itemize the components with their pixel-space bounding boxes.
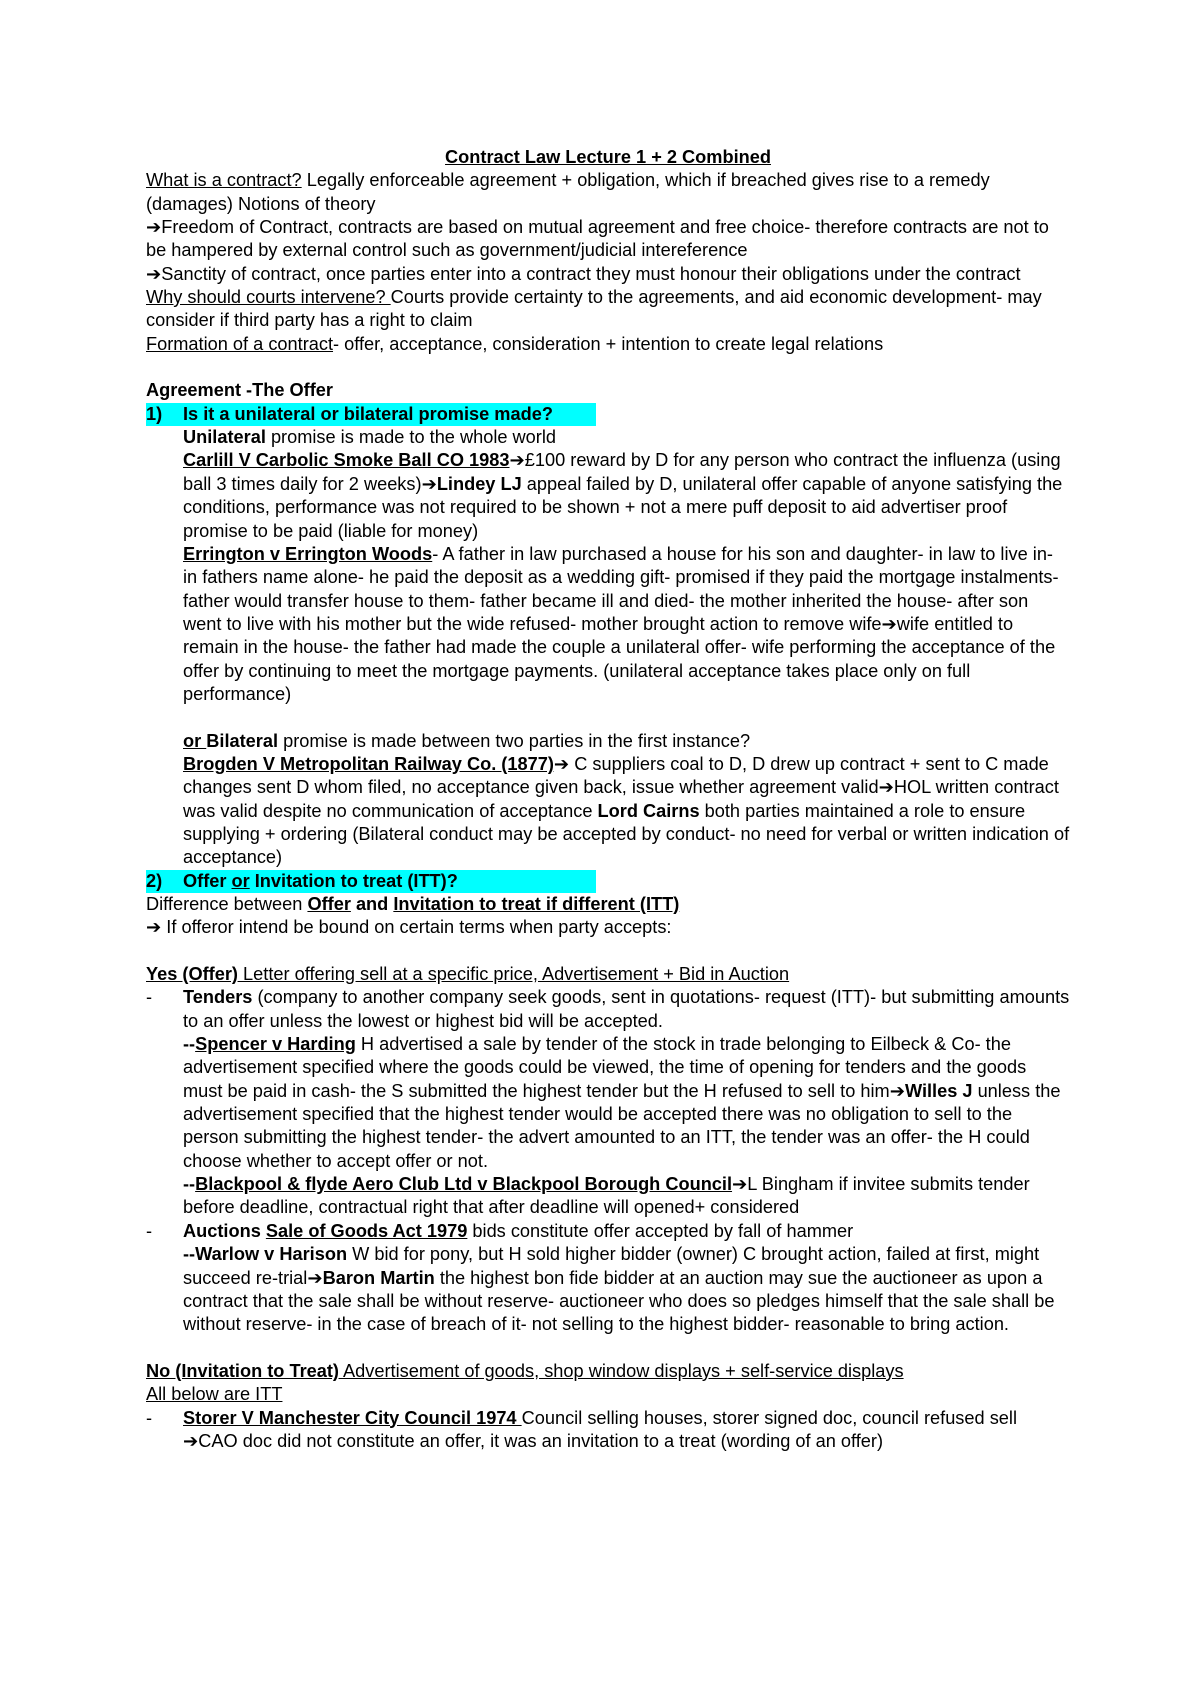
- warlow-case: [183, 1243, 1070, 1336]
- list-dash: -: [146, 1407, 153, 1428]
- sanctity-text: Sanctity of contract, once parties enter into a contract they must honour their obligations under the contract: [161, 263, 1021, 284]
- arrow-icon: ➔: [881, 613, 897, 634]
- offer-term: Offer: [307, 894, 351, 914]
- answer-courts-intervene: Courts provide certainty to the agreements, and aid economic development- may consider if third party has a right to claim: [146, 287, 1042, 331]
- freedom-text: Freedom of Contract, contracts are based on mutual agreement and free choice- therefore contracts are not to be hampered by external control such as government/judicial intereference: [146, 217, 1049, 261]
- case-facts: C suppliers coal to D, D drew up contract + sent to C made changes sent D whom filed, no acceptance given back, issue whether agreement valid: [183, 753, 1049, 798]
- arrow-icon: ➔: [146, 263, 162, 284]
- arrow-icon: ➔: [878, 777, 894, 798]
- arrow-icon: ➔: [509, 450, 525, 471]
- or-word: or: [183, 730, 207, 751]
- case-name: Errington v Errington Woods: [183, 543, 433, 564]
- bilateral-label: Bilateral: [206, 730, 279, 751]
- bilateral-text: promise is made between two parties in the first instance?: [278, 730, 751, 751]
- case-holding: the highest bon fide bidder at an auction may sue the auctioneer as upon a contract that the sale shall be without reserve- auctioneer who does so pledges himself that the sale shall be without reserve- in the case of breach of it- not selling to the highest bidder- reasonable to bring action.: [183, 1267, 1055, 1335]
- list-item-body: [183, 986, 1070, 1219]
- auctions-label: Auctions: [183, 1220, 261, 1241]
- agreement-heading: Agreement -The Offer: [146, 380, 333, 401]
- intro-formation: [146, 333, 1070, 356]
- arrow-icon: ➔: [553, 753, 570, 774]
- blackpool-case: [183, 1173, 1070, 1220]
- case-name: Carlill V Carbolic Smoke Ball CO 1983: [183, 450, 510, 471]
- case-holding: CAO doc did not constitute an offer, it was an invitation to a treat (wording of an offer): [198, 1430, 884, 1451]
- list-dash: -: [146, 987, 153, 1008]
- brogden-case: [146, 753, 1070, 870]
- storer-case: [183, 1407, 1070, 1454]
- freedom-of-contract: [146, 216, 1070, 263]
- question-what-is-contract: What is a contract?: [146, 170, 302, 191]
- arrow-icon: ➔: [146, 217, 162, 238]
- yes-offer-text: Letter offering sell at a specific price, Advertisement + Bid in Auction: [237, 964, 790, 985]
- list-item-body: [183, 1407, 1070, 1454]
- list-item-auctions: [146, 1220, 1070, 1337]
- case-holding: wife entitled to remain in the house- the father had made the couple a unilateral offer- wife performing the acceptance of the offer by continuing to meet the mortgage payments. (unilateral acceptance takes place only on full performance): [183, 613, 1056, 704]
- spacer: [146, 356, 1070, 379]
- judge-name: Willes J: [904, 1080, 973, 1101]
- spacer: [146, 706, 1070, 729]
- bilateral-definition: [146, 730, 1070, 753]
- difference-line: [146, 893, 1070, 916]
- list-item-body: [183, 1220, 1070, 1337]
- sanctity-of-contract: [146, 263, 1070, 286]
- no-itt-text: Advertisement of goods, shop window displays + self-service displays: [338, 1360, 904, 1381]
- case-holding-cont: both parties maintained a role to ensure supplying + ordering (Bilateral conduct may be accepted by conduct- no need for verbal or written indication of acceptance): [183, 800, 1070, 868]
- case-name: Brogden V Metropolitan Railway Co. (1877): [183, 753, 554, 774]
- case-facts: £100 reward by D for any person who contract the influenza (using ball 3 times daily for 2 weeks): [183, 450, 1061, 494]
- case-facts: W bid for pony, but H sold higher bidder (owner) C brought action, failed at first, might succeed re-trial: [183, 1244, 1040, 1288]
- itt-term: Invitation to treat if different (ITT): [393, 894, 680, 914]
- auctions-description: bids constitute offer accepted by fall of hammer: [467, 1220, 854, 1241]
- section-2-title-b: Invitation to treat (ITT)?: [249, 870, 458, 891]
- case-name: Blackpool & flyde Aero Club Ltd v Blackpool Borough Council: [195, 1174, 733, 1195]
- and-word: and: [350, 894, 394, 914]
- carlill-case: [146, 449, 1070, 542]
- section-2-title-a: Offer: [183, 870, 232, 891]
- case-facts: - A father in law purchased a house for his son and daughter- in law to live in- in fathers name alone- he paid the deposit as a wedding gift- promised if they paid the mortgage instalments- father would transfer house to them- father became ill and died- the mother inherited the house- after son went to live with his mother but the wide refused- mother brought action to remove wife: [183, 543, 1059, 634]
- case-facts: Council selling houses, storer signed doc, council refused sell: [521, 1407, 1017, 1428]
- section-2-title-or: or: [231, 870, 250, 891]
- highlight: [146, 870, 596, 893]
- page-title: Contract Law Lecture 1 + 2 Combined: [445, 147, 771, 167]
- double-dash: --: [183, 1244, 196, 1265]
- unilateral-text: promise is made to the whole world: [265, 427, 557, 448]
- case-facts: H advertised a sale by tender of the stock in trade belonging to Eilbeck & Co- the advertisement specified where the goods could be viewed, the time of opening for tenders and the goods must be paid in cash- the S submitted the highest tender but the H refused to sell to him: [183, 1034, 1027, 1101]
- case-holding: appeal failed by D, unilateral offer capable of anyone satisfying the conditions, performance was not required to be shown + not a mere puff deposit to aid advertiser proof promise to be paid (liable for money): [183, 473, 1063, 541]
- section-number: 2): [146, 870, 163, 891]
- tenders-label: Tenders: [183, 987, 253, 1008]
- spencer-case: [183, 1033, 1070, 1173]
- spacer: [146, 1337, 1070, 1360]
- question-courts-intervene: Why should courts intervene?: [146, 287, 391, 308]
- yes-offer-line: [146, 963, 1070, 986]
- offeror-intend-text: If offeror intend be bound on certain terms when party accepts:: [161, 917, 672, 938]
- section-number: 1): [146, 403, 163, 424]
- section-1-heading: [146, 403, 1070, 426]
- list-dash: -: [146, 1220, 153, 1241]
- arrow-icon: ➔: [889, 1080, 905, 1101]
- arrow-icon: ➔: [307, 1267, 323, 1288]
- section-1-title: Is it a unilateral or bilateral promise made?: [183, 403, 553, 424]
- list-item-tenders: [146, 986, 1070, 1219]
- spacer: [146, 940, 1070, 963]
- double-dash: --: [183, 1034, 196, 1055]
- arrow-icon: ➔: [146, 917, 162, 938]
- judge-name: Baron Martin: [322, 1267, 435, 1288]
- statute-name: Sale of Goods Act 1979: [265, 1220, 468, 1241]
- highlight: [146, 403, 596, 426]
- section-2-heading: [146, 870, 1070, 893]
- case-holding: HOL written contract was valid despite no communication of acceptance: [183, 777, 1059, 821]
- list-item-storer: [146, 1407, 1070, 1454]
- difference-lead: Difference between: [146, 894, 308, 914]
- case-holding: L Bingham if invitee submits tender before deadline, contractual right that after deadline will opened+ considered: [183, 1174, 1030, 1218]
- case-name: Storer V Manchester City Council 1974: [183, 1407, 522, 1428]
- question-formation: Formation of a contract: [146, 333, 334, 354]
- arrow-icon: ➔: [421, 473, 437, 494]
- unilateral-definition: [146, 426, 1070, 449]
- judge-name: Lord Cairns: [597, 800, 700, 821]
- tenders-text: [183, 986, 1070, 1033]
- offeror-intend-line: [146, 916, 1070, 939]
- tenders-description: (company to another company seek goods, sent in quotations- request (ITT)- but submitting amounts to an offer unless the lowest or highest bid will be accepted.: [183, 987, 1070, 1031]
- all-below-itt: All below are ITT: [146, 1384, 283, 1405]
- errington-case: [146, 543, 1070, 706]
- judge-name: Lindey LJ: [436, 473, 522, 494]
- auctions-text: [183, 1220, 1070, 1243]
- intro-courts-intervene: [146, 286, 1070, 333]
- no-itt-line: [146, 1360, 1070, 1383]
- answer-what-is-contract: Legally enforceable agreement + obligation, which if breached gives rise to a remedy (damages) Notions of theory: [146, 170, 990, 214]
- unilateral-label: Unilateral: [183, 427, 266, 448]
- double-dash: --: [183, 1174, 196, 1195]
- arrow-icon: ➔: [732, 1174, 748, 1195]
- no-itt-label: No (Invitation to Treat): [146, 1360, 339, 1381]
- arrow-icon: ➔: [183, 1430, 199, 1451]
- case-name: Warlow v Harison: [195, 1244, 348, 1265]
- case-holding: unless the advertisement specified that the highest tender would be accepted there was no obligation to sell to the person submitting the highest tender- the advert amounted to an ITT, the tender was an offer- the H could choose whether to accept offer or not.: [183, 1080, 1061, 1171]
- case-name: Spencer v Harding: [195, 1034, 356, 1055]
- yes-offer-label: Yes (Offer): [146, 964, 238, 985]
- answer-formation: - offer, acceptance, consideration + intention to create legal relations: [333, 333, 884, 354]
- intro-what-is-contract: [146, 169, 1070, 216]
